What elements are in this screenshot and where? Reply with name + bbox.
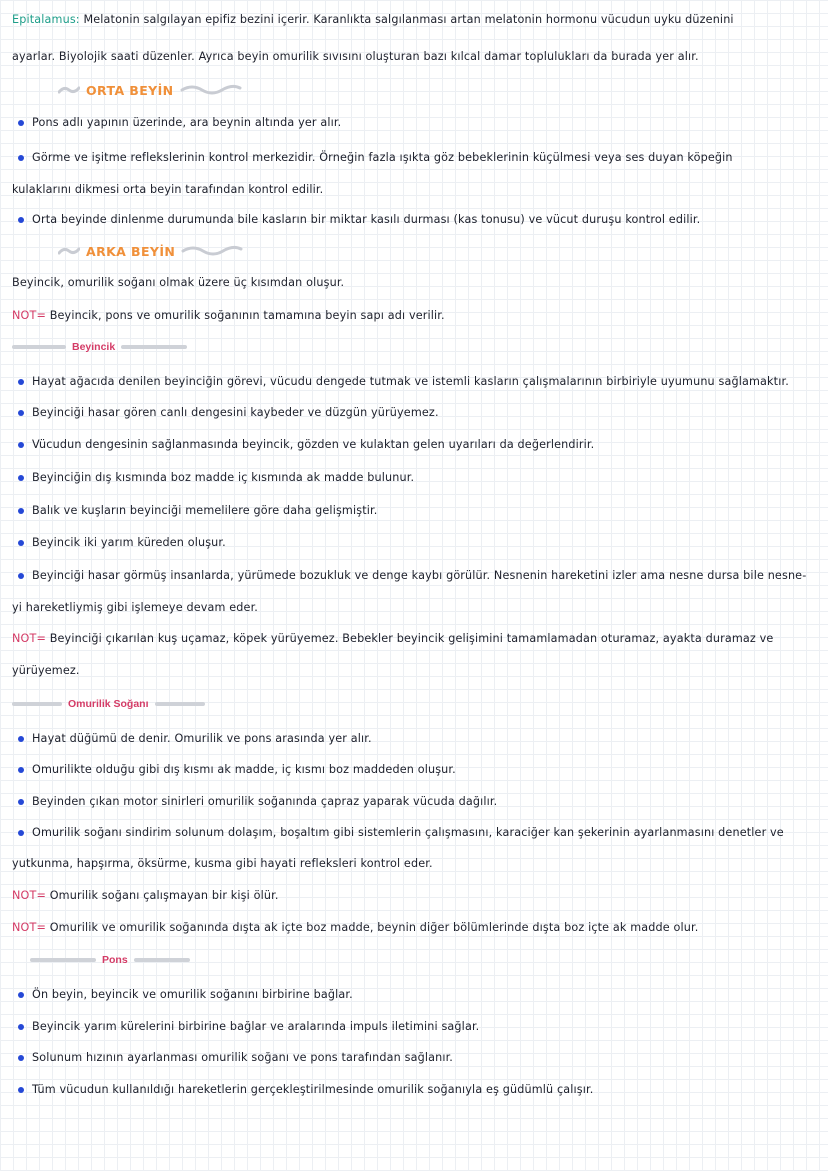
bullet-text: Beyinciğin dış kısmında boz madde iç kısmında ak madde bulunur.: [32, 471, 415, 484]
bullet-text: Beyinciği hasar görmüş insanlarda, yürümede bozukluk ve denge kaybı görülür. Nesnenin hareketini izler ama nesne dursa bile nesne-: [32, 569, 807, 582]
omurilik-note-1: [12, 888, 818, 904]
omurilik-note-2: [12, 920, 818, 936]
bullet-text: Balık ve kuşların beyinciği memelilere göre daha gelişmiştir.: [32, 504, 378, 517]
intro-line-2: ayarlar. Biyolojik saati düzenler. Ayrıca beyin omurilik sıvısını oluşturan bazı kılcal damar toplulukları da burada yer alır.: [12, 50, 699, 63]
bullet-text: Solunum hızının ayarlanması omurilik soğanı ve pons tarafından sağlanır.: [32, 1051, 454, 1064]
beyincik-bullet-7-cont: yi hareketliymiş gibi işlemeye devam eder.: [12, 601, 258, 614]
heading-bar-left: [30, 958, 96, 962]
bullet-dot: [18, 442, 24, 448]
note-label: NOT=: [12, 889, 46, 902]
bullet-dot: [18, 475, 24, 481]
heading-bar-right: [121, 345, 187, 349]
bullet-text: Vücudun dengesinin sağlanmasında beyincik, gözden ve kulaktan gelen uyarıları da değerlendirir.: [32, 438, 595, 451]
beyincik-heading: [12, 338, 187, 356]
beyincik-bullet-6: [12, 535, 828, 551]
bullet-text: Ön beyin, beyincik ve omurilik soğanını birbirine bağlar.: [32, 988, 353, 1001]
pons-title: Pons: [102, 954, 128, 966]
bullet-dot: [18, 736, 24, 742]
bullet-dot: [18, 155, 24, 161]
omurilik-bullet-2: [12, 762, 828, 778]
beyincik-bullet-3: [12, 437, 828, 453]
orta-beyin-bullet-2: [12, 150, 828, 166]
arka-beyin-heading: [58, 240, 243, 262]
orta-beyin-bullet-3: [12, 212, 828, 228]
bullet-text: Hayat düğümü de denir. Omurilik ve pons arasında yer alır.: [32, 732, 372, 745]
pons-heading: [12, 951, 190, 969]
omurilik-bullet-3: [12, 794, 828, 810]
bullet-dot: [18, 379, 24, 385]
note-label: NOT=: [12, 632, 46, 645]
bullet-dot: [18, 217, 24, 223]
beyincik-note-cont: yürüyemez.: [12, 664, 80, 677]
omurilik-sogani-heading: [12, 695, 205, 713]
bullet-text: Beyincik yarım kürelerini birbirine bağlar ve aralarında impuls iletimini sağlar.: [32, 1020, 480, 1033]
omurilik-bullet-4-cont: yutkunma, hapşırma, öksürme, kusma gibi hayati refleksleri kontrol eder.: [12, 857, 433, 870]
bullet-dot: [18, 992, 24, 998]
heading-bar-right: [155, 702, 205, 706]
orta-beyin-heading: [58, 79, 242, 101]
beyincik-bullet-2: [12, 405, 828, 421]
note-text: Beyinciği çıkarılan kuş uçamaz, köpek yürüyemez. Bebekler beyincik gelişimini tamamlamadan oturamaz, ayakta duramaz ve: [49, 632, 774, 645]
bullet-dot: [18, 573, 24, 579]
bullet-text: Tüm vücudun kullanıldığı hareketlerin gerçekleştirilmesinde omurilik soğanıyla eş güdümlü çalışır.: [32, 1083, 594, 1096]
arka-beyin-intro: Beyincik, omurilik soğanı olmak üzere üç kısımdan oluşur.: [12, 276, 345, 289]
orta-beyin-bullet-1: [12, 115, 828, 131]
bullet-text: Pons adlı yapının üzerinde, ara beynin altında yer alır.: [32, 116, 342, 129]
beyincik-bullet-5: [12, 503, 828, 519]
intro-text-1: Melatonin salgılayan epifiz bezini içerir. Karanlıkta salgılanması artan melatonin hormonu vücudun uyku düzenini: [83, 13, 734, 26]
omurilik-bullet-1: [12, 731, 828, 747]
omurilik-bullet-4: [12, 825, 828, 841]
bullet-text: Beyinciği hasar gören canlı dengesini kaybeder ve düzgün yürüyemez.: [32, 406, 439, 419]
bullet-dot: [18, 1055, 24, 1061]
pons-bullet-1: [12, 987, 828, 1003]
epitalamus-term: Epitalamus:: [12, 13, 80, 26]
bullet-dot: [18, 1087, 24, 1093]
bullet-dot: [18, 540, 24, 546]
heading-bar-left: [12, 345, 66, 349]
beyincik-bullet-1: [12, 374, 828, 390]
bullet-dot: [18, 1024, 24, 1030]
bullet-text: Hayat ağacıda denilen beyinciğin görevi, vücudu dengede tutmak ve istemli kasların çalışmalarının birbiriyle uyumunu sağlamaktır.: [32, 375, 789, 388]
bullet-dot: [18, 830, 24, 836]
bullet-dot: [18, 508, 24, 514]
wave-decoration-left: [58, 246, 80, 256]
orta-beyin-title: ORTA BEYİN: [86, 82, 174, 98]
beyincik-bullet-7: [12, 568, 828, 584]
wave-decoration-right: [181, 245, 243, 257]
bullet-dot: [18, 799, 24, 805]
bullet-text: Beyinden çıkan motor sinirleri omurilik soğanında çapraz yaparak vücuda dağılır.: [32, 795, 498, 808]
wave-decoration-left: [58, 85, 80, 95]
intro-line-1: [12, 12, 818, 28]
omurilik-sogani-title: Omurilik Soğanı: [68, 698, 149, 710]
pons-bullet-4: [12, 1082, 828, 1098]
bullet-dot: [18, 120, 24, 126]
beyincik-bullet-4: [12, 470, 828, 486]
wave-decoration-right: [180, 84, 242, 96]
arka-beyin-title: ARKA BEYİN: [86, 243, 176, 259]
bullet-dot: [18, 410, 24, 416]
note-text: Beyincik, pons ve omurilik soğanının tamamına beyin sapı adı verilir.: [49, 309, 445, 322]
note-label: NOT=: [12, 309, 46, 322]
pons-bullet-3: [12, 1050, 828, 1066]
beyincik-note: [12, 631, 818, 647]
note-label: NOT=: [12, 921, 46, 934]
heading-bar-left: [12, 702, 62, 706]
heading-bar-right: [134, 958, 190, 962]
bullet-text: Beyincik iki yarım küreden oluşur.: [32, 536, 226, 549]
bullet-text: Görme ve işitme reflekslerinin kontrol merkezidir. Örneğin fazla ışıkta göz bebeklerinin küçülmesi veya ses duyan köpeğin: [32, 151, 733, 164]
bullet-text: Orta beyinde dinlenme durumunda bile kasların bir miktar kasılı durması (kas tonusu) ve vücut duruşu kontrol edilir.: [32, 213, 701, 226]
arka-beyin-note: [12, 308, 818, 324]
note-text: Omurilik soğanı çalışmayan bir kişi ölür.: [49, 889, 279, 902]
orta-beyin-bullet-2-cont: kulaklarını dikmesi orta beyin tarafından kontrol edilir.: [12, 183, 324, 196]
beyincik-title: Beyincik: [72, 341, 116, 353]
bullet-dot: [18, 767, 24, 773]
bullet-text: Omurilikte olduğu gibi dış kısmı ak madde, iç kısmı boz maddeden oluşur.: [32, 763, 456, 776]
note-text: Omurilik ve omurilik soğanında dışta ak içte boz madde, beynin diğer bölümlerinde dışta boz içte ak madde olur.: [49, 921, 699, 934]
bullet-text: Omurilik soğanı sindirim solunum dolaşım, boşaltım gibi sistemlerin çalışmasını, karaciğer kan şekerinin ayarlanmasını denetler ve: [32, 826, 784, 839]
pons-bullet-2: [12, 1019, 828, 1035]
